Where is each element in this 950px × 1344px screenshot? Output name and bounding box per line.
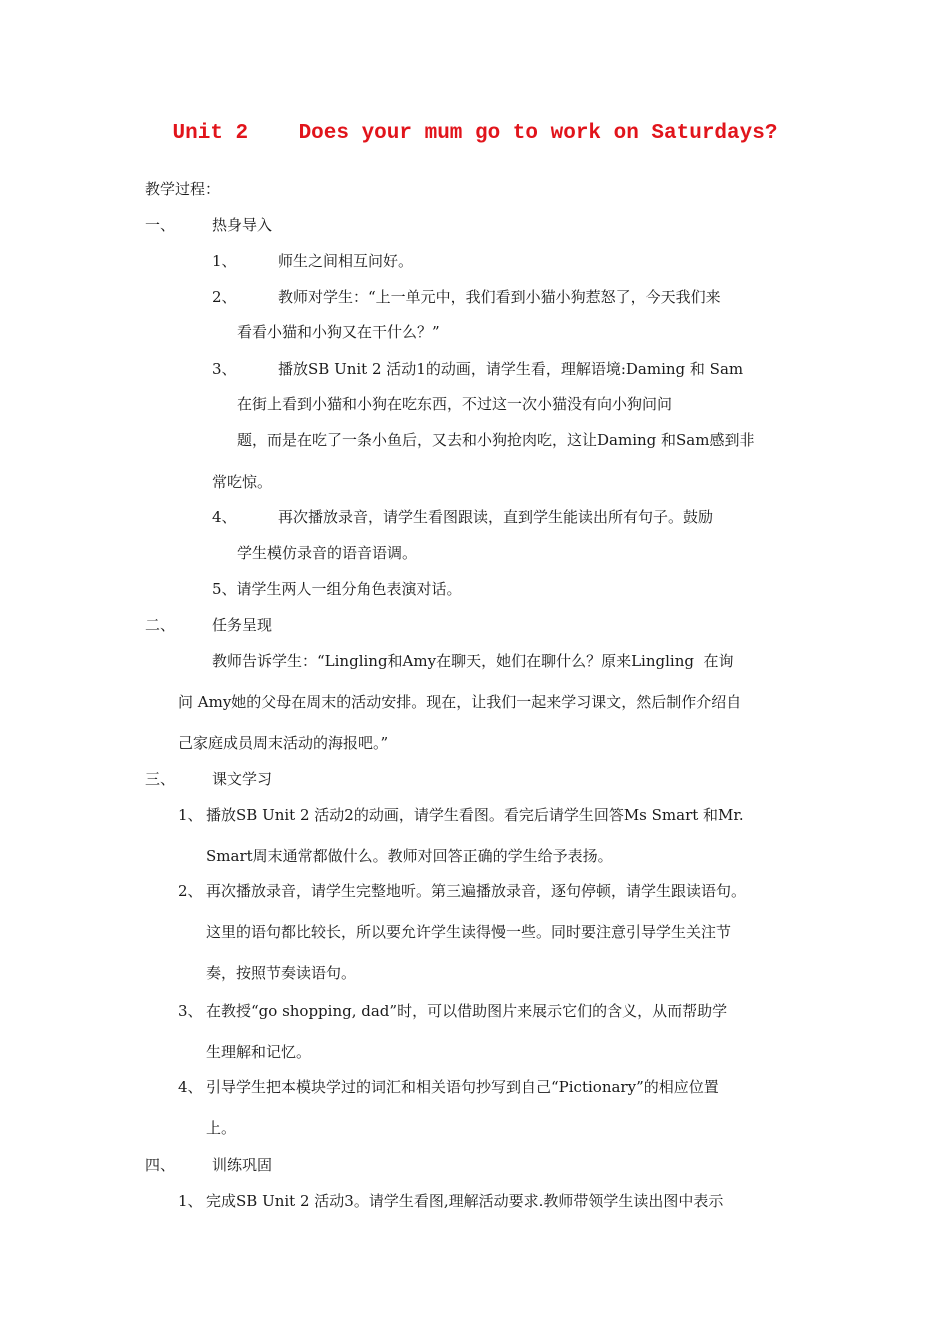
list-item-number: 4、 — [212, 508, 237, 526]
list-item-text: 引导学生把本模块学过的词汇和相关语句抄写到自己“Pictionary”的相应位置 — [206, 1078, 719, 1096]
list-item-text: 教师对学生：“上一单元中，我们看到小猫小狗惹怒了，今天我们来 — [278, 288, 721, 306]
list-item-text: 奏，按照节奏读语句。 — [206, 964, 357, 982]
list-item-text: 5、请学生两人一组分角色表演对话。 — [212, 580, 462, 598]
section-heading: 课文学习 — [212, 770, 273, 788]
list-item-number: 3、 — [178, 1002, 203, 1020]
list-item-text: 学生模仿录音的语音语调。 — [237, 544, 418, 562]
section-number: 二、 — [145, 616, 176, 634]
list-item-text: 再次播放录音，请学生完整地听。第三遍播放录音，逐句停顿，请学生跟读语句。 — [206, 882, 747, 900]
list-item-number: 2、 — [212, 288, 237, 306]
list-item-number: 1、 — [212, 252, 237, 270]
list-item-number: 1、 — [178, 1192, 203, 1210]
list-item-text: 这里的语句都比较长，所以要允许学生读得慢一些。同时要注意引导学生关注节 — [206, 923, 732, 941]
list-item-text: 看看小猫和小狗又在干什么？” — [237, 323, 440, 341]
list-item-text: 生理解和记忆。 — [206, 1043, 312, 1061]
list-item-number: 3、 — [212, 360, 237, 378]
paragraph-line: 己家庭成员周末活动的海报吧。” — [178, 734, 389, 752]
paragraph-line: 问 Amy她的父母在周末的活动安排。现在，让我们一起来学习课文，然后制作介绍自 — [178, 693, 742, 711]
list-item-text: 上。 — [206, 1119, 237, 1137]
list-item-number: 2、 — [178, 882, 203, 900]
list-item-text: 再次播放录音，请学生看图跟读，直到学生能读出所有句子。鼓励 — [278, 508, 714, 526]
paragraph-line: 教师告诉学生：“Lingling和Amy在聊天，她们在聊什么？原来Lingling 在询 — [212, 652, 734, 670]
section-number: 四、 — [145, 1156, 176, 1174]
intro-label: 教学过程： — [145, 180, 221, 198]
document-title: Unit 2 Does your mum go to work on Saturdays? — [172, 122, 778, 145]
list-item-text: Smart周末通常都做什么。教师对回答正确的学生给予表扬。 — [206, 847, 613, 865]
list-item-text: 播放SB Unit 2 活动2的动画，请学生看图。看完后请学生回答Ms Smart 和Mr. — [206, 806, 744, 824]
list-item-number: 1、 — [178, 806, 203, 824]
section-heading: 任务呈现 — [212, 616, 273, 634]
list-item-text: 师生之间相互问好。 — [278, 252, 414, 270]
section-heading: 热身导入 — [212, 216, 273, 234]
list-item-text: 题，而是在吃了一条小鱼后，又去和小狗抢肉吃，这让Daming 和Sam感到非 — [237, 431, 755, 449]
section-number: 一、 — [145, 216, 176, 234]
list-item-text: 播放SB Unit 2 活动1的动画，请学生看，理解语境:Daming 和 Sam — [278, 360, 744, 378]
list-item-text: 在教授“go shopping, dad”时，可以借助图片来展示它们的含义，从而帮助学 — [206, 1002, 728, 1020]
section-number: 三、 — [145, 770, 176, 788]
list-item-text: 在街上看到小猫和小狗在吃东西，不过这一次小猫没有向小狗问问 — [237, 395, 673, 413]
list-item-text: 完成SB Unit 2 活动3。请学生看图,理解活动要求.教师带领学生读出图中表示 — [206, 1192, 724, 1210]
list-item-text: 常吃惊。 — [212, 473, 273, 491]
section-heading: 训练巩固 — [212, 1156, 273, 1174]
list-item-number: 4、 — [178, 1078, 203, 1096]
